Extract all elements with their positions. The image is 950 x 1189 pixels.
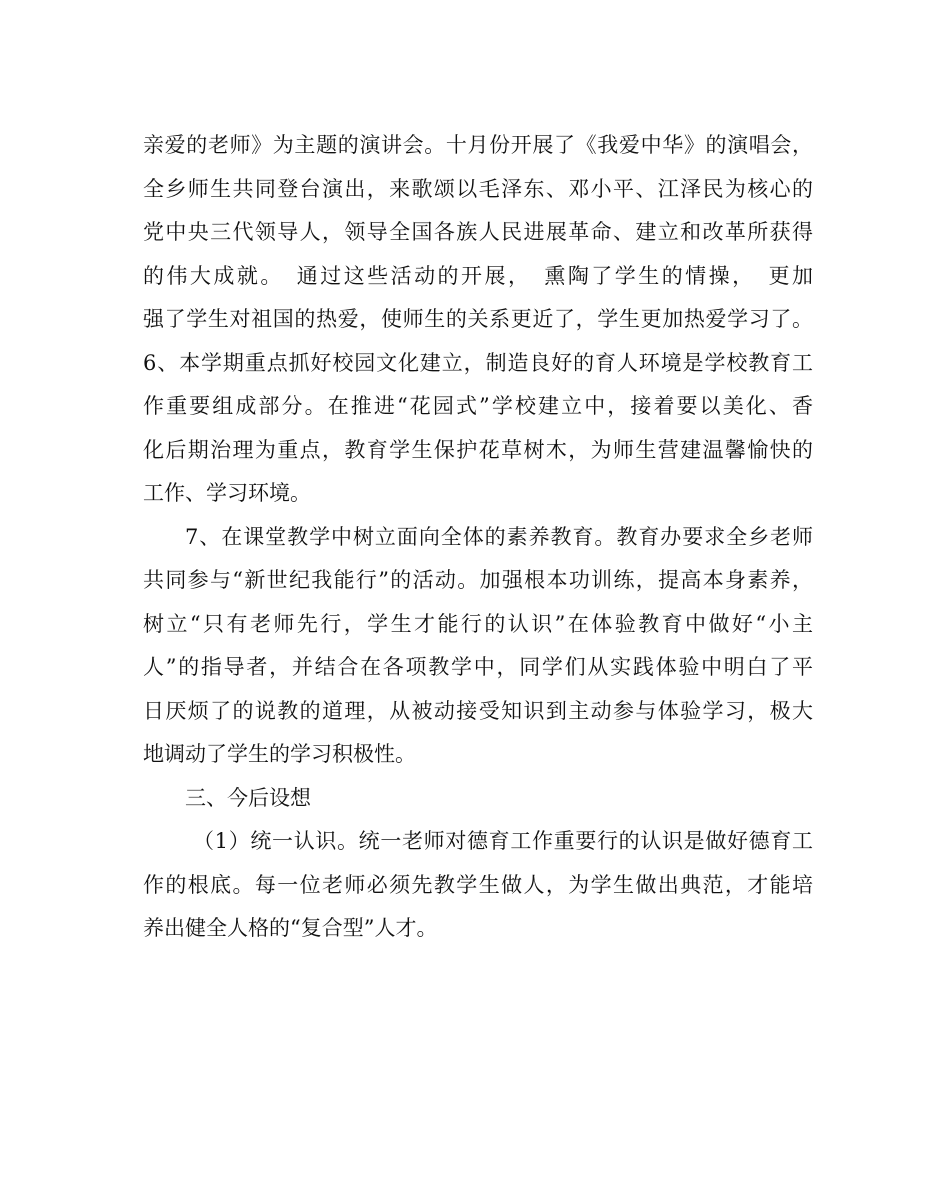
text-line: 树立“只有老师先行，学生才能行的认识”在体验教育中做好“小主 xyxy=(143,611,813,636)
text-line: （1）统一认识。统一老师对德育工作重要行的认识是做好德育工 xyxy=(193,829,813,853)
text-line: 化后期治理为重点，教育学生保护花草树木，为师生营建温馨愉快的 xyxy=(143,437,813,462)
text-line: 强了学生对祖国的热爱，使师生的关系更近了，学生更加热爱学习了。 xyxy=(143,307,813,331)
text-line: 亲爱的老师》为主题的演讲会。十月份开展了《我爱中华》的演唱会， xyxy=(143,133,813,157)
section-heading: 三、今后设想 xyxy=(185,785,311,810)
text-line: 全乡师生共同登台演出，来歌颂以毛泽东、邓小平、江泽民为核心的 xyxy=(143,176,813,201)
text-line: 人”的指导者，并结合在各项教学中，同学们从实践体验中明白了平 xyxy=(143,655,813,679)
text-line: 作重要组成部分。在推进“花园式”学校建立中，接着要以美化、香 xyxy=(143,394,813,418)
text-line: 日厌烦了的说教的道理，从被动接受知识到主动参与体验学习，极大 xyxy=(143,698,813,723)
text-line: 共同参与“新世纪我能行”的活动。加强根本功训练，提高本身素养， xyxy=(143,568,813,592)
text-line: 6、本学期重点抓好校园文化建立，制造良好的育人环境是学校教育工 xyxy=(143,350,813,375)
document-body xyxy=(143,130,813,957)
text-line: 地调动了学生的学习积极性。 xyxy=(143,742,416,766)
text-line: 7、在课堂教学中树立面向全体的素养教育。教育办要求全乡老师 xyxy=(185,524,813,549)
text-line: 的伟大成就。 通过这些活动的开展， 熏陶了学生的情操， 更加 xyxy=(143,263,813,288)
text-line: 作的根底。每一位老师必须先教学生做人，为学生做出典范，才能培 xyxy=(143,872,813,897)
text-line: 党中央三代领导人，领导全国各族人民进展革命、建立和改革所获得 xyxy=(143,220,813,244)
text-line: 养出健全人格的“复合型”人才。 xyxy=(143,916,438,940)
text-line: 工作、学习环境。 xyxy=(143,481,311,505)
